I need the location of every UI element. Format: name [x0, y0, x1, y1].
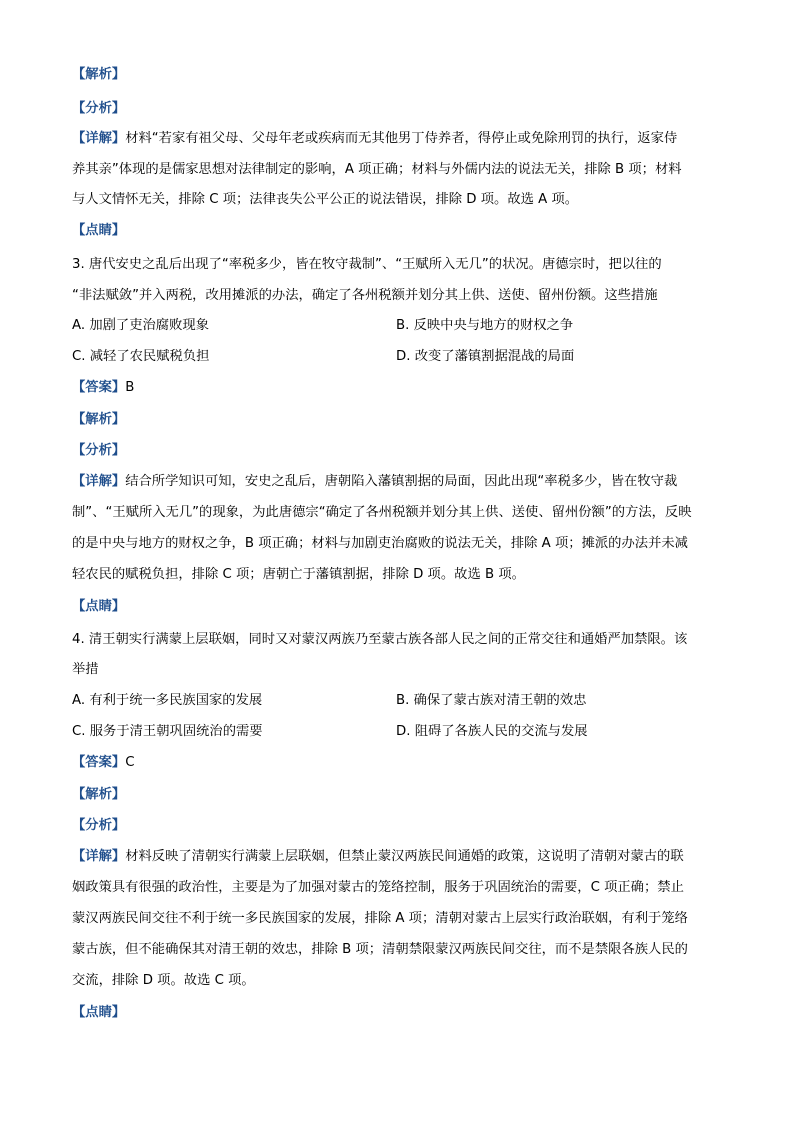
question-stem-line: 4. 清王朝实行满蒙上层联姻，同时又对蒙汉两族乃至蒙古族各部人民之间的正常交往和通婚严加禁限。该	[72, 632, 688, 647]
detail-paragraph-line: 的是中央与地方的财权之争，B 项正确；材料与加剧吏治腐败的说法无关，排除 A 项；摊派的办法并未减	[72, 536, 688, 551]
option-c: C. 减轻了农民赋税负担	[72, 349, 210, 364]
detail-paragraph-line: 与人文情怀无关，排除 C 项；法律丧失公平公正的说法错误，排除 D 项。故选 A 项。	[72, 192, 579, 207]
question-stem-line: “非法赋敛”并入两税，改用摊派的办法，确定了各州税额并划分其上供、送使、留州份额。这些措施	[72, 288, 658, 303]
detail-paragraph-line: 姻政策具有很强的政治性，主要是为了加强对蒙古的笼络控制，服务于巩固统治的需要，C 项正确；禁止	[72, 880, 684, 895]
detail-paragraph-line: 【详解】结合所学知识可知，安史之乱后，唐朝陷入藩镇割据的局面，因此出现“率税多少，皆在牧守裁	[72, 474, 678, 489]
option-c: C. 服务于清王朝巩固统治的需要	[72, 724, 263, 739]
section-tag-breakdown: 【分析】	[72, 818, 126, 833]
detail-paragraph-line: 轻农民的赋税负担，排除 C 项；唐朝亡于藩镇割据，排除 D 项。故选 B 项。	[72, 567, 525, 582]
section-tag-analysis: 【解析】	[72, 412, 126, 427]
section-tag-detail: 【详解】	[72, 849, 126, 864]
question-stem-line: 3. 唐代安史之乱后出现了“率税多少，皆在牧守裁制”、“王赋所入无几”的状况。唐德宗时，把以往的	[72, 257, 662, 272]
detail-paragraph-line: 【详解】材料“若家有祖父母、父母年老或疾病而无其他男丁侍养者，得停止或免除刑罚的执行，返家侍	[72, 131, 678, 146]
answer-value: C	[125, 755, 135, 770]
detail-paragraph-line: 【详解】材料反映了清朝实行满蒙上层联姻，但禁止蒙汉两族民间通婚的政策，这说明了清朝对蒙古的联	[72, 849, 684, 864]
section-tag-comment: 【点睛】	[72, 223, 126, 238]
section-tag-answer: 【答案】	[72, 755, 126, 770]
detail-paragraph-line: 蒙古族，但不能确保其对清王朝的效忠，排除 B 项；清朝禁限蒙汉两族民间交往，而不是禁限各族人民的	[72, 942, 688, 957]
section-tag-analysis: 【解析】	[72, 67, 126, 82]
detail-paragraph-line: 制”、“王赋所入无几”的现象，为此唐德宗“确定了各州税额并划分其上供、送使、留州份额”的方法，反映	[72, 505, 692, 520]
section-tag-analysis: 【解析】	[72, 787, 126, 802]
section-tag-comment: 【点睛】	[72, 599, 126, 614]
section-tag-detail: 【详解】	[72, 474, 126, 489]
answer-line	[72, 378, 722, 398]
option-a: A. 加剧了吏治腐败现象	[72, 318, 209, 333]
answer-value: B	[125, 380, 135, 395]
section-tag-detail: 【详解】	[72, 131, 126, 146]
answer-line	[72, 753, 722, 773]
option-d: D. 改变了藩镇割据混战的局面	[396, 349, 575, 364]
option-b: B. 反映中央与地方的财权之争	[396, 318, 574, 333]
option-d: D. 阻碍了各族人民的交流与发展	[396, 724, 588, 739]
question-stem-line: 举措	[72, 662, 99, 677]
option-b: B. 确保了蒙古族对清王朝的效忠	[396, 693, 587, 708]
detail-paragraph-line: 养其亲”体现的是儒家思想对法律制定的影响，A 项正确；材料与外儒内法的说法无关，排除 B 项；材料	[72, 162, 682, 177]
section-tag-breakdown: 【分析】	[72, 101, 126, 116]
detail-paragraph-line: 交流，排除 D 项。故选 C 项。	[72, 973, 255, 988]
option-a: A. 有利于统一多民族国家的发展	[72, 693, 263, 708]
section-tag-breakdown: 【分析】	[72, 443, 126, 458]
section-tag-comment: 【点睛】	[72, 1005, 126, 1020]
detail-paragraph-line: 蒙汉两族民间交往不利于统一多民族国家的发展，排除 A 项；清朝对蒙古上层实行政治联姻，有利于笼络	[72, 911, 688, 926]
section-tag-answer: 【答案】	[72, 380, 126, 395]
